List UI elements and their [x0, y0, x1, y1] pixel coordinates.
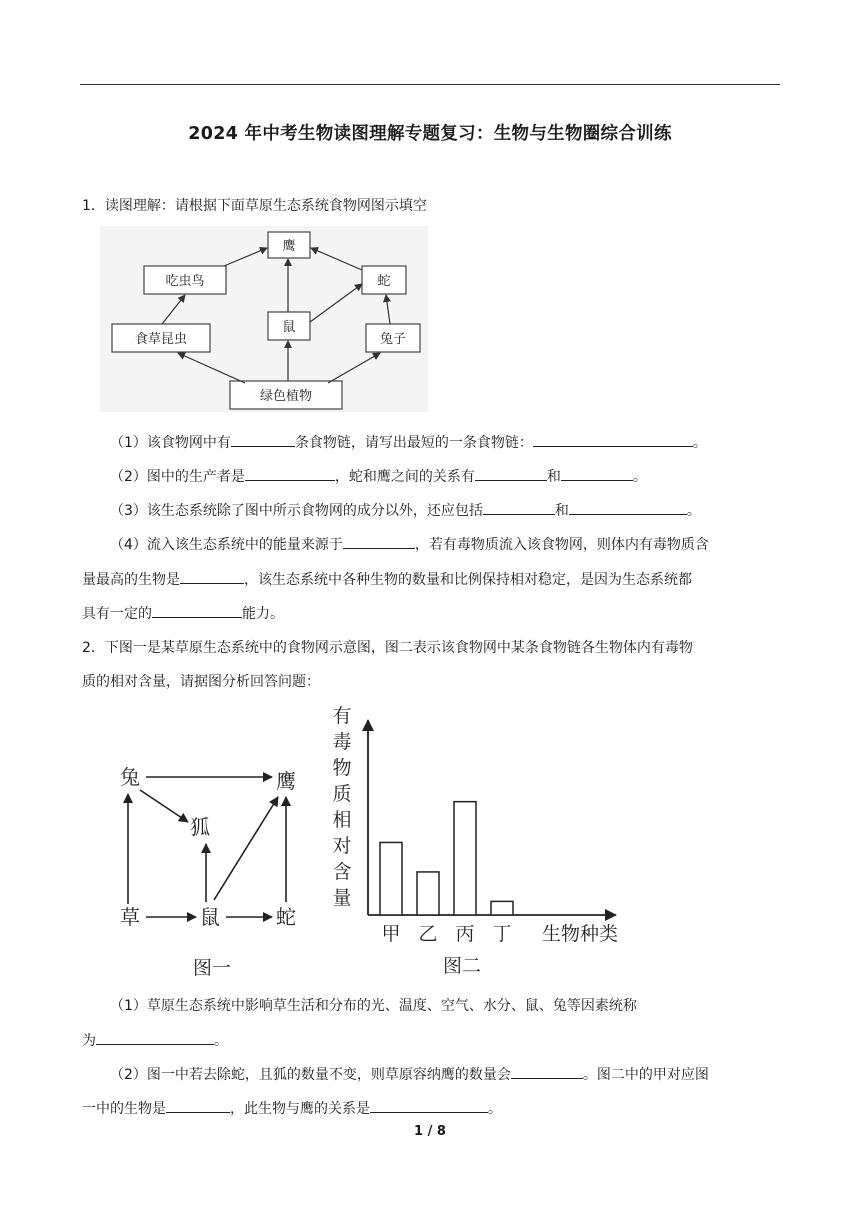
answer-blank[interactable]: [231, 432, 295, 447]
fig1-fox: 狐: [190, 815, 210, 839]
answer-blank[interactable]: [569, 500, 687, 515]
bar-0: [380, 842, 402, 915]
q1-part4-line3: 具有一定的 能力。: [82, 603, 284, 624]
bar-3: [491, 901, 513, 915]
arrow-mouse-eagle: [214, 797, 278, 900]
fig1-mouse: 鼠: [200, 905, 220, 929]
page-title: 2024 年中考生物读图理解专题复习：生物与生物圈综合训练: [188, 124, 672, 144]
answer-blank[interactable]: [483, 500, 555, 515]
fig1-caption: 图一: [192, 957, 232, 979]
fig1-snake: 蛇: [276, 905, 296, 929]
q1-part4-line2: 量最高的生物是 ，该生态系统中各种生物的数量和比例保持相对稳定，是因为生态系统都: [82, 569, 692, 590]
q2-part1-line2: 为 。: [82, 1030, 228, 1051]
answer-blank[interactable]: [96, 1030, 214, 1045]
bar-1: [417, 872, 439, 915]
y-axis-label: 有毒物质相对含量: [332, 705, 352, 909]
q2-part1-line1: （1）草原生态系统中影响草生活和分布的光、温度、空气、水分、鼠、兔等因素统称: [110, 998, 637, 1014]
chart-caption: 图二: [442, 955, 482, 977]
toxin-bar-chart: [328, 700, 628, 982]
q2-part2-line1: （2）图一中若去除蛇，且狐的数量不变，则草原容纳鹰的数量会 。图二中的甲对应图: [110, 1064, 709, 1085]
header-rule: [80, 84, 780, 85]
food-web-diagram-1: [100, 226, 428, 412]
answer-blank[interactable]: [561, 466, 633, 481]
q2-part2-line2: 一中的生物是 ，此生物与鹰的关系是 。: [82, 1098, 502, 1119]
fig1-eagle: 鹰: [276, 769, 296, 793]
answer-blank[interactable]: [343, 534, 415, 549]
fig1-rabbit: 兔: [120, 765, 140, 789]
question-2-stem-line2: 质的相对含量，请据图分析回答问题：: [82, 674, 320, 690]
label-mouse: 鼠: [282, 320, 296, 335]
x-tick-label: 乙: [418, 923, 438, 945]
q1-part1: （1）该食物网中有 条食物链，请写出最短的一条食物链： 。: [110, 432, 707, 453]
label-eagle: 鹰: [282, 239, 296, 254]
question-2-stem-line1: 2．下图一是某草原生态系统中的食物网示意图，图二表示该食物网中某条食物链各生物体内有毒物: [82, 640, 693, 656]
answer-blank[interactable]: [370, 1098, 488, 1113]
fig1-grass: 草: [120, 905, 140, 929]
answer-blank[interactable]: [245, 466, 335, 481]
x-tick-label: 丁: [492, 923, 512, 945]
answer-blank[interactable]: [533, 432, 693, 447]
answer-blank[interactable]: [166, 1098, 230, 1113]
q1-part2: （2）图中的生产者是 ，蛇和鹰之间的关系有 和 。: [110, 466, 647, 487]
x-tick-label: 丙: [455, 923, 475, 945]
x-tick-label: 甲: [381, 923, 401, 945]
page-number: 1 / 8: [414, 1124, 446, 1139]
q1-part3: （3）该生态系统除了图中所示食物网的成分以外，还应包括 和 。: [110, 500, 701, 521]
question-1-stem: 1．读图理解：请根据下面草原生态系统食物网图示填空: [82, 198, 427, 214]
bar-2: [454, 802, 476, 915]
label-snake: 蛇: [377, 274, 391, 289]
answer-blank[interactable]: [152, 603, 242, 618]
x-axis-label: 生物种类: [541, 923, 619, 945]
arrow-rabbit-fox: [140, 790, 188, 822]
food-web-diagram-2: [100, 752, 320, 982]
q1-part4-line1: （4）流入该生态系统中的能量来源于 ，若有毒物质流入该食物网，则体内有毒物质含: [110, 534, 709, 555]
label-plant: 绿色植物: [259, 389, 313, 404]
label-insect: 食草昆虫: [134, 332, 188, 347]
answer-blank[interactable]: [511, 1064, 583, 1079]
answer-blank[interactable]: [180, 569, 244, 584]
answer-blank[interactable]: [475, 466, 547, 481]
label-bird: 吃虫鸟: [165, 274, 205, 289]
label-rabbit: 兔子: [379, 332, 407, 347]
